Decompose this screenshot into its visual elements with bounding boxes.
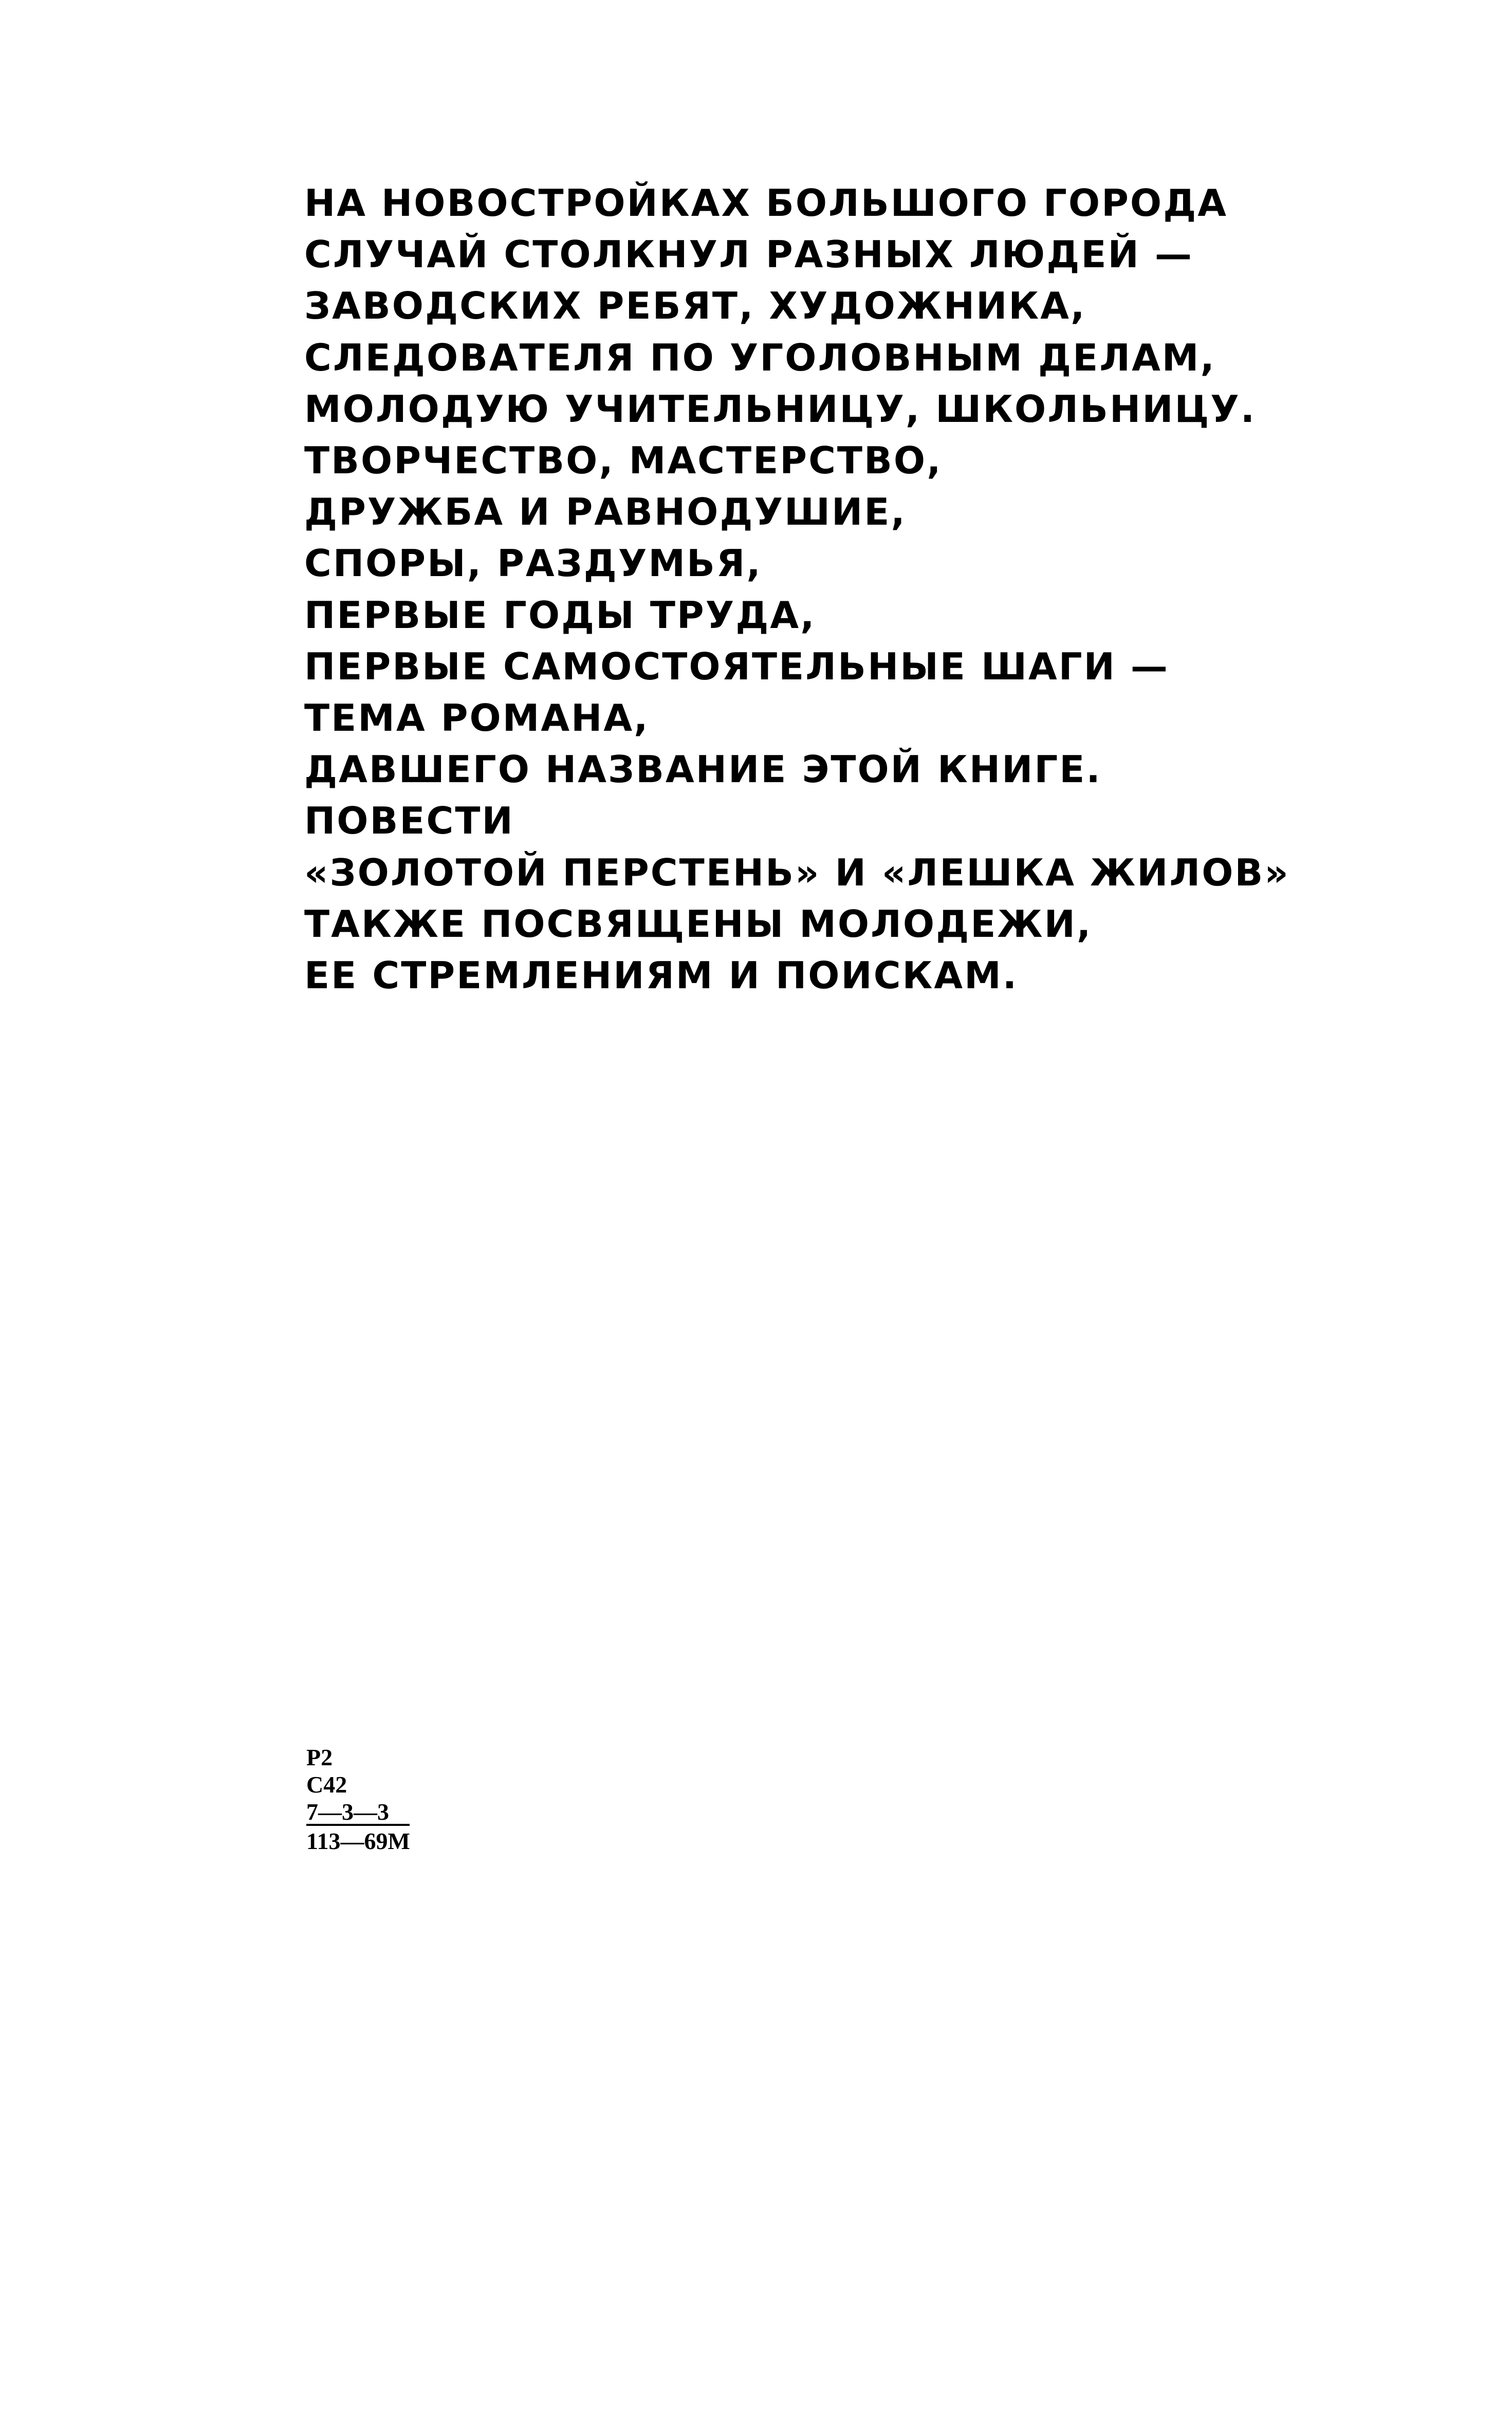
index-denominator: 113—69М [306,1828,410,1854]
author-mark: С42 [306,1771,347,1798]
annotation-line: ДРУЖБА И РАВНОДУШИЕ, [304,490,907,534]
classification-code: Р2 [306,1744,333,1770]
index-numerator: 7—3—3 [306,1800,410,1826]
annotation-line: ПЕРВЫЕ САМОСТОЯТЕЛЬНЫЕ ШАГИ — [304,644,1169,688]
annotation-line: ЕЕ СТРЕМЛЕНИЯМ И ПОИСКАМ. [304,954,1019,997]
annotation-line: «ЗОЛОТОЙ ПЕРСТЕНЬ» И «ЛЕШКА ЖИЛОВ» [304,851,1290,894]
annotation-line: ЗАВОДСКИХ РЕБЯТ, ХУДОЖНИКА, [304,284,1086,328]
annotation-line: ПЕРВЫЕ ГОДЫ ТРУДА, [304,593,816,637]
annotation-line: ПОВЕСТИ [304,799,514,843]
catalog-index [306,1744,410,1857]
annotation-line: ТВОРЧЕСТВО, МАСТЕРСТВО, [304,439,943,483]
annotation-line: ДАВШЕГО НАЗВАНИЕ ЭТОЙ КНИГЕ. [304,748,1102,791]
annotation-line: ТЕМА РОМАНА, [304,696,650,740]
annotation-line: СПОРЫ, РАЗДУМЬЯ, [304,542,762,585]
annotation-line: ТАКЖЕ ПОСВЯЩЕНЫ МОЛОДЕЖИ, [304,902,1093,946]
annotation-text [304,177,1435,1001]
annotation-line: НА НОВОСТРОЙКАХ БОЛЬШОГО ГОРОДА [304,181,1228,225]
annotation-line: СЛЕДОВАТЕЛЯ ПО УГОЛОВНЫМ ДЕЛАМ, [304,336,1216,379]
annotation-line: СЛУЧАЙ СТОЛКНУЛ РАЗНЫХ ЛЮДЕЙ — [304,233,1193,276]
annotation-line: МОЛОДУЮ УЧИТЕЛЬНИЦУ, ШКОЛЬНИЦУ. [304,387,1257,431]
